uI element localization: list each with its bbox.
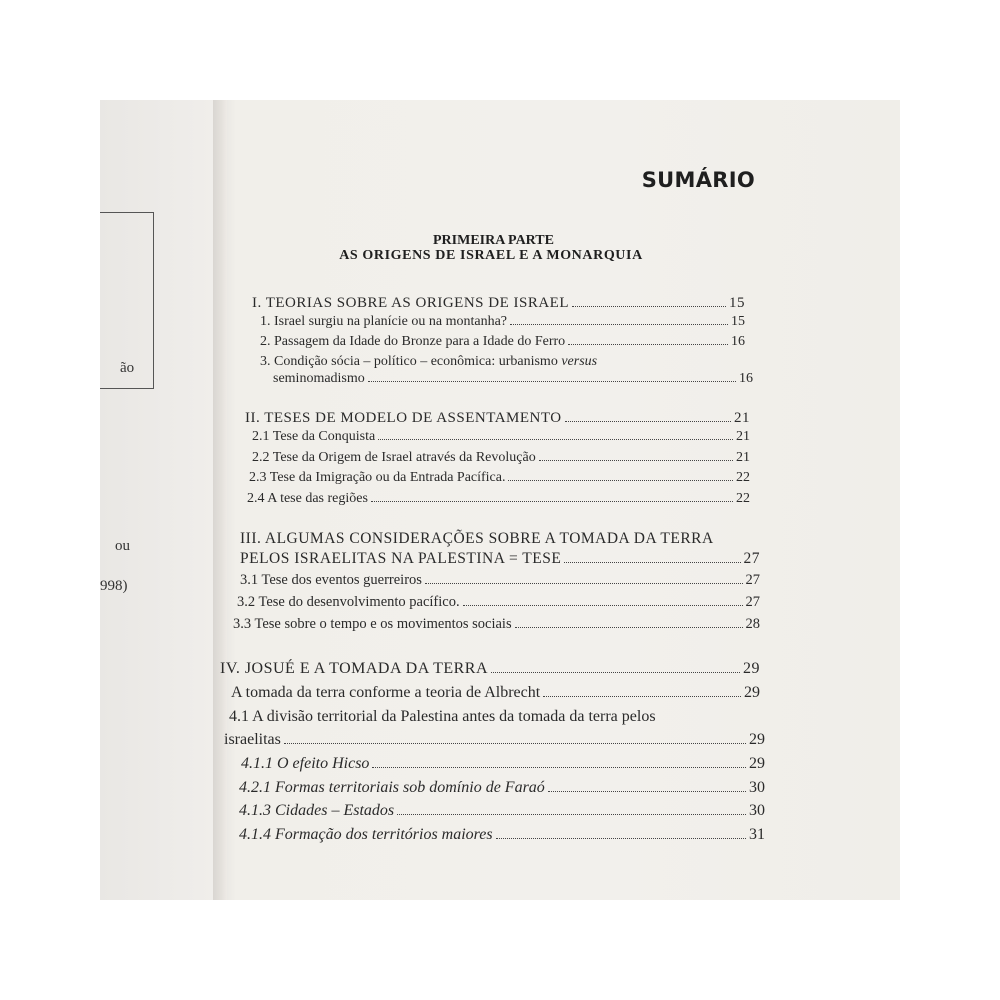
- leader-dots: [425, 582, 743, 584]
- toc-section: [240, 530, 760, 548]
- toc-entry-title: 3.1 Tese dos eventos guerreiros: [240, 572, 422, 588]
- toc-page-number: 27: [745, 594, 760, 610]
- leader-dots: [508, 479, 733, 481]
- toc-page-number: 29: [749, 731, 765, 748]
- toc-page-number: 28: [745, 616, 760, 632]
- toc-entry: [260, 314, 745, 330]
- toc-page-number: 29: [749, 755, 765, 772]
- toc-section: [252, 295, 745, 312]
- toc-entry-title: 4.1.1 O efeito Hicso: [241, 755, 370, 772]
- toc-entry-continuation: [224, 731, 765, 749]
- toc-page-number: 15: [731, 314, 745, 329]
- toc-section: [245, 410, 750, 427]
- toc-entry-title: israelitas: [224, 731, 281, 748]
- toc-entry-title: 2.2 Tese da Origem de Israel através da Revolução: [252, 450, 536, 465]
- left-page-fragment: 998): [100, 578, 128, 594]
- toc-entry-title: 2. Passagem da Idade do Bronze para a Idade do Ferro: [260, 334, 566, 349]
- leader-dots: [515, 626, 743, 628]
- toc-page-number: 15: [729, 295, 745, 311]
- toc-entry: [252, 429, 750, 445]
- toc-entry-title: 3. Condição sócia – político – econômica: urbanismo: [260, 354, 558, 369]
- toc-page-number: 27: [743, 550, 760, 567]
- leader-dots: [564, 561, 740, 563]
- left-page: [100, 100, 215, 900]
- toc-section-title: IV. JOSUÉ E A TOMADA DA TERRA: [220, 660, 489, 677]
- leader-dots: [284, 742, 746, 744]
- toc-section-title: I. TEORIAS SOBRE AS ORIGENS DE ISRAEL: [252, 295, 569, 311]
- toc-entry-title: 4.1 A divisão territorial da Palestina antes da tomada da terra pelos: [229, 708, 656, 725]
- book-gutter: [213, 100, 227, 900]
- toc-page-number: 29: [744, 684, 760, 701]
- toc-entry-title: 2.4 A tese das regiões: [247, 491, 368, 506]
- toc-entry-continuation: [273, 371, 753, 387]
- toc-entry-title: 2.1 Tese da Conquista: [252, 429, 376, 444]
- toc-entry: [260, 354, 745, 370]
- leader-dots: [565, 420, 731, 422]
- toc-page: [220, 100, 900, 900]
- toc-section-title: PELOS ISRAELITAS NA PALESTINA = TESE: [240, 550, 562, 567]
- toc-section: [220, 660, 760, 678]
- leader-dots: [510, 323, 728, 325]
- toc-entry: [229, 708, 760, 726]
- toc-entry: [239, 779, 765, 797]
- part-label: PRIMEIRA PARTE: [433, 233, 554, 248]
- toc-page-number: 22: [736, 491, 750, 506]
- toc-page-number: 21: [734, 410, 750, 426]
- toc-entry-title: 3.3 Tese sobre o tempo e os movimentos sociais: [233, 616, 512, 632]
- toc-entry: [247, 491, 750, 507]
- toc-page-number: 29: [743, 660, 760, 677]
- toc-page-number: 16: [731, 334, 745, 349]
- toc-entry-title: 1. Israel surgiu na planície ou na montanha?: [260, 314, 507, 329]
- toc-page-number: 27: [745, 572, 760, 588]
- part-title: AS ORIGENS DE ISRAEL E A MONARQUIA: [339, 248, 643, 263]
- toc-heading: SUMÁRIO: [641, 168, 755, 192]
- leader-dots: [539, 459, 733, 461]
- leader-dots: [548, 790, 746, 792]
- toc-entry-title: A tomada da terra conforme a teoria de Albrecht: [231, 684, 541, 701]
- toc-entry: [231, 684, 760, 702]
- toc-entry: [237, 594, 760, 611]
- toc-page-number: 21: [736, 429, 750, 444]
- leader-dots: [491, 671, 740, 673]
- toc-page-number: 21: [736, 450, 750, 465]
- leader-dots: [397, 813, 746, 815]
- toc-page-number: 16: [739, 371, 753, 386]
- toc-entry-title: 2.3 Tese da Imigração ou da Entrada Pacífica.: [249, 470, 506, 485]
- toc-entry: [233, 616, 760, 633]
- toc-section-title: II. TESES DE MODELO DE ASSENTAMENTO: [245, 410, 562, 426]
- toc-entry: [241, 755, 765, 773]
- left-page-fragment: ou: [115, 538, 130, 554]
- leader-dots: [378, 438, 733, 440]
- toc-entry: [260, 334, 745, 350]
- toc-entry: [239, 826, 765, 844]
- toc-entry-title: seminomadismo: [273, 371, 365, 386]
- leader-dots: [368, 380, 736, 382]
- toc-page-number: 30: [749, 779, 765, 796]
- leader-dots: [568, 343, 728, 345]
- toc-entry: [240, 572, 760, 589]
- toc-entry: [252, 450, 750, 466]
- toc-page-number: 31: [749, 826, 765, 843]
- toc-section-title: III. ALGUMAS CONSIDERAÇÕES SOBRE A TOMADA DA TERRA: [240, 530, 714, 547]
- leader-dots: [371, 500, 733, 502]
- book-photo: [100, 100, 900, 900]
- toc-entry-title: 4.1.4 Formação dos territórios maiores: [239, 826, 493, 843]
- toc-entry-title: 4.1.3 Cidades – Estados: [239, 802, 395, 819]
- toc-entry-italic: versus: [561, 354, 598, 369]
- toc-entry: [239, 802, 765, 820]
- toc-section-continuation: [240, 550, 760, 568]
- leader-dots: [543, 695, 741, 697]
- leader-dots: [496, 837, 746, 839]
- toc-entry-title: 4.2.1 Formas territoriais sob domínio de Faraó: [239, 779, 545, 796]
- leader-dots: [372, 766, 746, 768]
- toc-page-number: 22: [736, 470, 750, 485]
- toc-page-number: 30: [749, 802, 765, 819]
- leader-dots: [463, 604, 743, 606]
- toc-entry-title: 3.2 Tese do desenvolvimento pacífico.: [237, 594, 460, 610]
- leader-dots: [572, 305, 726, 307]
- toc-entry: [249, 470, 750, 486]
- left-page-fragment: ão: [120, 360, 135, 376]
